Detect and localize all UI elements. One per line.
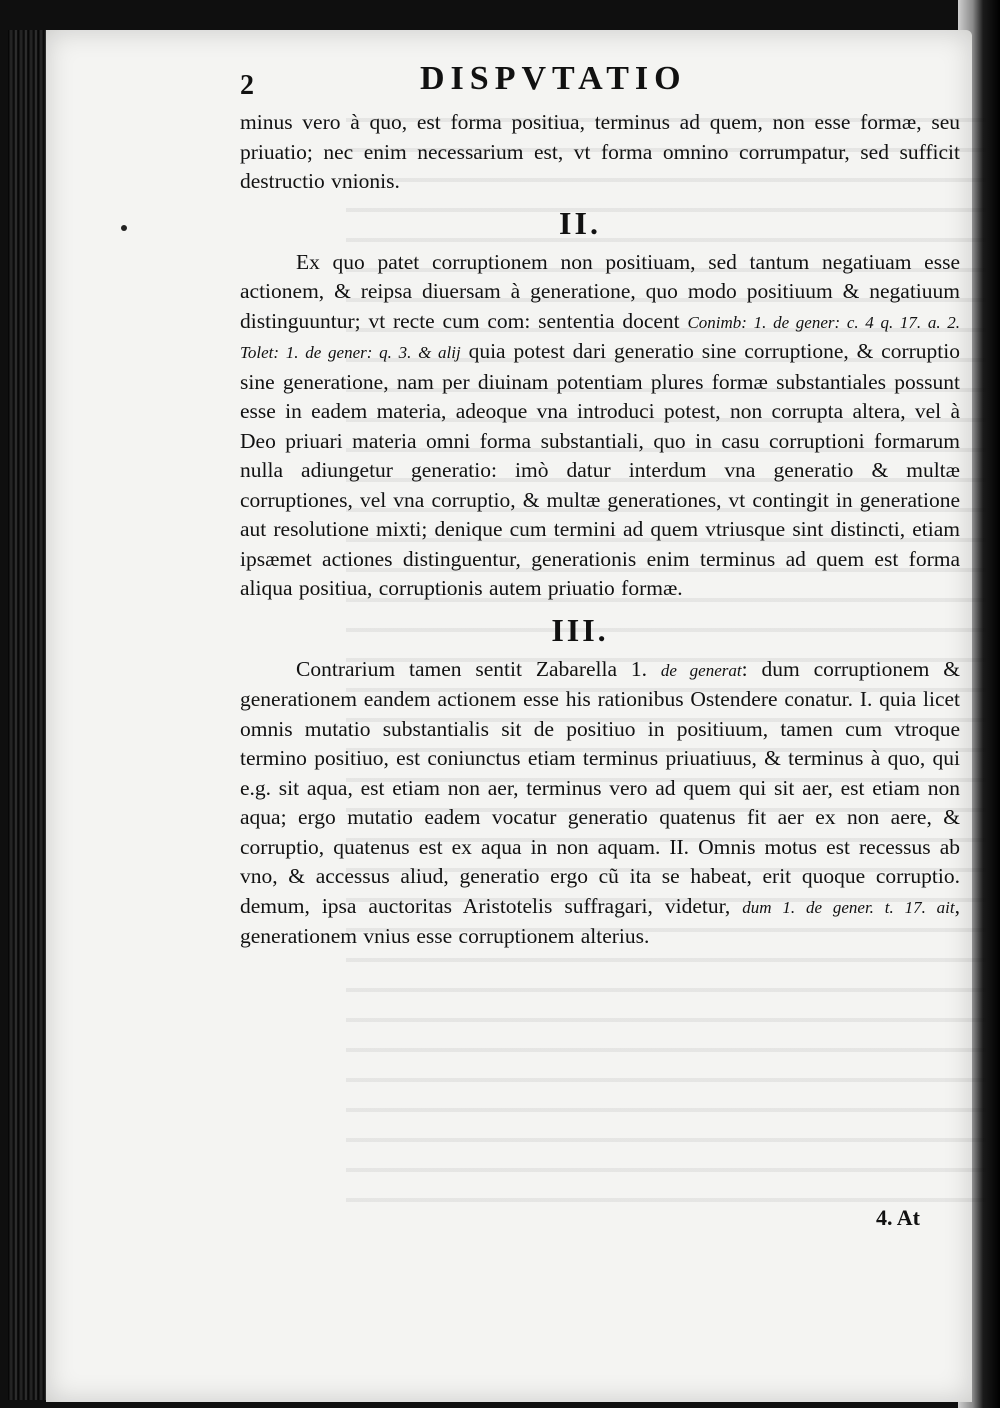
catchword: 4. At — [876, 1205, 920, 1230]
paragraph-text: Ex quo patet corruptionem non positiuam, sed tantum negatiuam esse actionem, & reipsa diuersam à generatione, quo modo positiuum & negatiuum distinguuntur; vt recte cum com: sententia docent — [240, 249, 960, 333]
page-header — [240, 60, 960, 108]
book-page-edges — [8, 30, 48, 1400]
citation-text: de generat — [660, 660, 742, 680]
citation-text: dum 1. de gener. t. 17. ait — [742, 897, 955, 917]
paragraph-text: , generationem vnius esse corruptionem alterius. — [240, 893, 960, 948]
paragraph-text: Contrarium tamen sentit Zabarella 1. — [296, 656, 661, 681]
paragraph — [240, 248, 960, 604]
citation-text: Conimb: 1. de gener: c. 4 q. 17. a. 2. Tolet: 1. de gener: q. 3. & alij — [240, 312, 961, 362]
paragraph — [240, 655, 960, 952]
paragraph-text: : dum corruptionem & generationem eandem actionem esse his rationibus Ostendere conatur. I. quia licet omnis mutatio substantialis sit de positiuo in positiuum, tamen cum vtroque termino positiuo, est coniunctus etiam terminus priuatiuus, & terminus à quo, qui e.g. sit aqua, est etiam non aer, terminus vero ad quem qui sit aer, est etiam non aqua; ergo mutatio eadem vocatur generatio quatenus fit aer ex non aere, & corruptio, quatenus est ex aqua in non aquam. II. Omnis motus est recessus ab vno, & accessus aliud, generatio ergo cũ ita se habeat, erit quoque corruptio. demum, ipsa auctoritas Aristotelis suffragari, videtur, — [240, 656, 960, 918]
paragraph: minus vero à quo, est forma positiua, terminus ad quem, non esse formæ, seu priuatio; nec enim necessarium est, vt forma omnino corrumpatur, sed sufficit destructio vnionis. — [240, 110, 960, 193]
paragraph-text: quia potest dari generatio sine corruptione, & corruptio sine generatione, nam per diuinam potentiam plures formæ substantiales possunt esse in eadem materia, adeoque vna introduci potest, non corrupta altera, vel à Deo priuari materia omni forma substantiali, quo in casu corruptioni formarum nulla adiungetur generatio: imò datur interdum vna generatio & multæ corruptiones, vel vna corruptio, & multæ generationes, vt contingit in generatione aut resolutione mixti; denique cum termini ad quem vtriusque sint distincti, etiam ipsæmet actiones distinguentur, generationis enim terminus ad quem est forma aliqua positiua, corruptionis autem priuatio formæ. — [240, 339, 960, 600]
running-title: DISPVTATIO — [420, 60, 687, 97]
page-number: 2 — [240, 70, 254, 101]
body-text — [240, 108, 960, 952]
section-heading: II. — [559, 204, 601, 241]
section-heading: III. — [551, 611, 609, 648]
page-content — [240, 60, 960, 952]
margin-ink-dot — [121, 225, 127, 231]
